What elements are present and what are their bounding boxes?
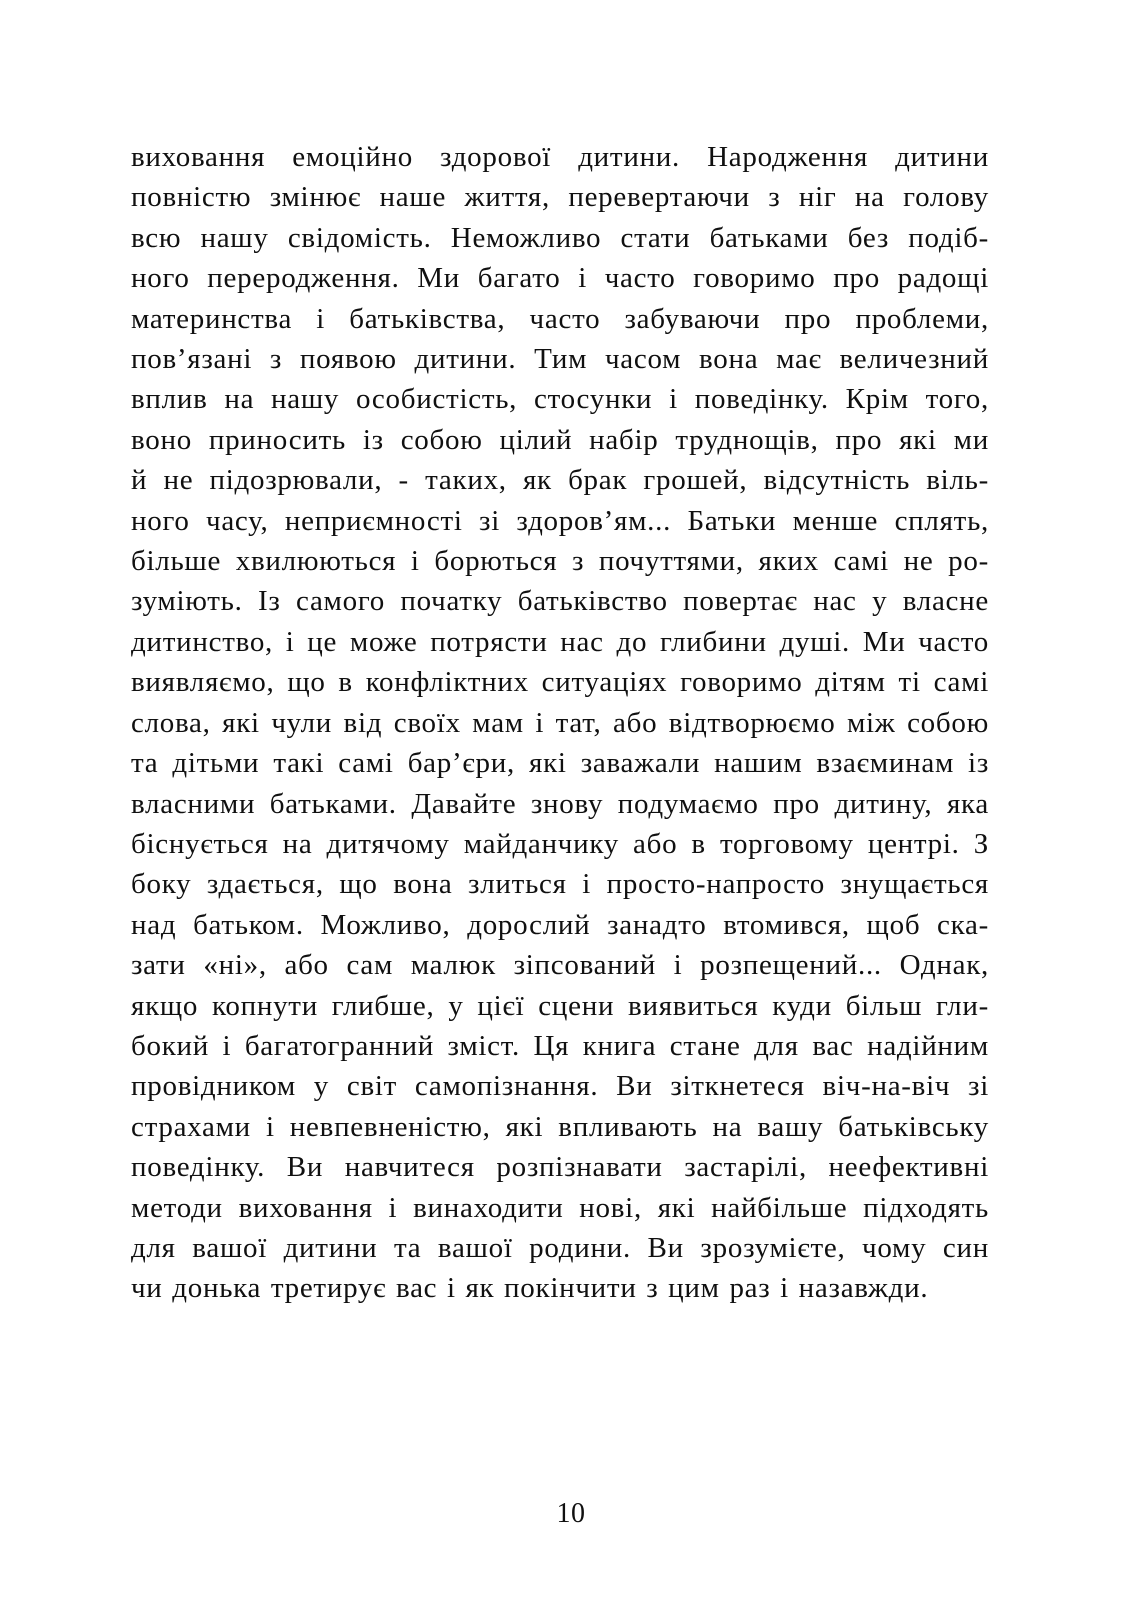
text-line: воно приносить із собою цілий набір труднощів, про які ми (131, 423, 989, 456)
body-text (131, 137, 989, 1309)
text-line: виявляємо, що в конфліктних ситуаціях говоримо дітям ті самі (131, 666, 989, 699)
text-line: чи донька третирує вас і як покінчити з цим раз і назавжди. (131, 1272, 929, 1305)
text-line: всю нашу свідомість. Неможливо стати батьками без подіб- (131, 221, 989, 254)
text-line: вплив на нашу особистість, стосунки і поведінку. Крім того, (131, 383, 989, 416)
text-line: власними батьками. Давайте знову подумаємо про дитину, яка (131, 787, 989, 820)
text-line: ного переродження. Ми багато і часто говоримо про радощі (131, 262, 989, 295)
text-line: для вашої дитини та вашої родини. Ви зрозумієте, чому син (131, 1231, 989, 1264)
text-line: бокий і багатогранний зміст. Ця книга стане для вас надійним (131, 1029, 989, 1062)
page-number: 10 (556, 1498, 586, 1529)
text-line: боку здається, що вона злиться і просто-напросто знущається (131, 868, 989, 901)
text-line: провідником у світ самопізнання. Ви зіткнетеся віч-на-віч зі (131, 1070, 989, 1103)
text-line: та дітьми такі самі бар’єри, які заважали нашим взаєминам із (131, 747, 989, 780)
text-line: пов’язані з появою дитини. Тим часом вона має величезний (131, 343, 989, 376)
text-line: методи виховання і винаходити нові, які найбільше підходять (131, 1191, 989, 1224)
text-line: страхами і невпевненістю, які впливають на вашу батьківську (131, 1110, 989, 1143)
text-line: зати «ні», або сам малюк зіпсований і розпещений... Однак, (131, 949, 989, 982)
text-line: ного часу, неприємності зі здоров’ям... Батьки менше сплять, (131, 504, 989, 537)
text-line: якщо копнути глибше, у цієї сцени виявиться куди більш гли- (131, 989, 989, 1022)
text-line: поведінку. Ви навчитеся розпізнавати застарілі, неефективні (131, 1151, 989, 1184)
text-line: слова, які чули від своїх мам і тат, або відтворюємо між собою (131, 706, 989, 739)
text-line: зуміють. Із самого початку батьківство повертає нас у власне (131, 585, 989, 618)
text-line: виховання емоційно здорової дитини. Народження дитини (131, 141, 989, 173)
text-line: над батьком. Можливо, дорослий занадто втомився, щоб ска- (131, 908, 989, 941)
text-line: біснується на дитячому майданчику або в торговому центрі. З (131, 827, 989, 860)
text-line: повністю змінює наше життя, перевертаючи з ніг на голову (131, 181, 989, 214)
text-line: дитинство, і це може потрясти нас до глибини душі. Ми часто (131, 625, 989, 658)
text-line: й не підозрювали, - таких, як брак грошей, відсутність віль- (131, 464, 989, 497)
text-line: материнства і батьківства, часто забуваючи про проблеми, (131, 302, 989, 335)
text-line: більше хвилюються і борються з почуттями, яких самі не ро- (131, 545, 989, 578)
